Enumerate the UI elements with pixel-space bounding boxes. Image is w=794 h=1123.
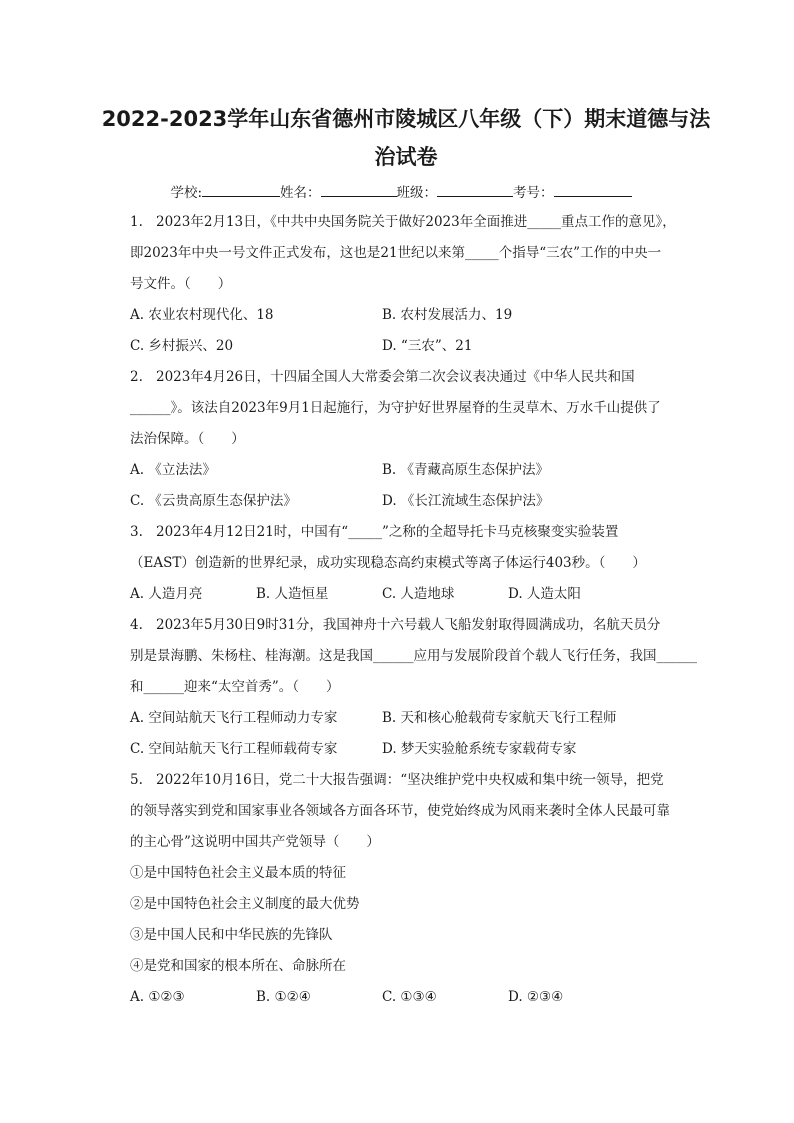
- option-a: A. ①②③: [130, 989, 185, 1005]
- question-text-line: 即2023年中央一号文件正式发布，这也是21世纪以来第_____个指导“三农”工作的中央一: [130, 245, 662, 261]
- question-text-line: 别是景海鹏、朱杨柱、桂海潮。这是我国______应用与发展阶段首个载人飞行任务，我国______: [130, 648, 697, 664]
- option-b: B. ①②④: [256, 989, 311, 1005]
- statement-4: ④是党和国家的根本所在、命脉所在: [130, 958, 346, 974]
- option-a: A. 农业农村现代化、18: [130, 307, 274, 323]
- question-5: [130, 765, 702, 1013]
- option-c: C. 人造地球: [382, 586, 455, 602]
- name-blank: [321, 182, 397, 197]
- option-d: D. 梦天实验舱系统专家载荷专家: [382, 741, 577, 757]
- option-row: [130, 486, 702, 517]
- title-line-1: 2022-2023学年山东省德州市陵城区八年级（下）期末道德与法: [101, 107, 711, 131]
- question-text-line: 2. 2023年4月26日，十四届全国人大常委会第二次会议表决通过《中华人民共和国: [130, 362, 702, 393]
- class-blank: [437, 182, 513, 197]
- class-label: 班级：: [396, 185, 438, 201]
- exam-no-label: 考号：: [513, 185, 554, 201]
- title-line-2: 治试卷: [374, 145, 438, 169]
- page-title: [100, 100, 712, 176]
- option-row: [130, 982, 702, 1013]
- question-text-line: 3. 2023年4月12日21时，中国有“_____”之称的全超导托卡马克核聚变实验装置: [130, 517, 702, 548]
- exam-no-blank: [554, 182, 632, 197]
- question-number: 5.: [130, 772, 143, 788]
- question-1: [130, 207, 702, 362]
- statement-1: ①是中国特色社会主义最本质的特征: [130, 865, 346, 881]
- option-b: B. 《青藏高原生态保护法》: [382, 462, 550, 478]
- option-d: D. 《长江流域生态保护法》: [382, 493, 550, 509]
- option-row: [130, 300, 702, 331]
- option-c: C. 空间站航天飞行工程师载荷专家: [130, 741, 338, 757]
- student-info-line: [100, 182, 702, 203]
- option-c: C. 《云贵高原生态保护法》: [130, 493, 297, 509]
- name-label: 姓名：: [280, 185, 321, 201]
- statement-2: ②是中国特色社会主义制度的最大优势: [130, 896, 360, 912]
- question-text-line: （EAST）创造新的世界纪录，成功实现稳态高约束模式等离子体运行403秒。（ ）: [130, 555, 646, 571]
- question-text-line: 号文件。（ ）: [130, 276, 232, 292]
- option-d: D. “三农”、21: [382, 338, 473, 354]
- question-text-line: 法治保障。（ ）: [130, 431, 245, 447]
- option-row: [130, 703, 702, 734]
- option-row: [130, 734, 702, 765]
- question-3: [130, 517, 702, 610]
- question-text-line: 5. 2022年10月16日，党二十大报告强调：“坚决维护党中央权威和集中统一领导，把党: [130, 765, 702, 796]
- school-label: 学校:: [170, 185, 203, 201]
- option-b: B. 天和核心舱载荷专家航天飞行工程师: [382, 710, 617, 726]
- option-a: A. 人造月亮: [130, 586, 203, 602]
- question-text-line: 1. 2023年2月13日，《中共中央国务院关于做好2023年全面推进_____重点工作的意见》，: [130, 207, 702, 238]
- question-number: 1.: [130, 214, 143, 230]
- question-text-line: 和______迎来“太空首秀”。（ ）: [130, 679, 340, 695]
- option-d: D. 人造太阳: [508, 586, 581, 602]
- option-b: B. 农村发展活力、19: [382, 307, 513, 323]
- option-c: C. ①③④: [382, 989, 437, 1005]
- question-number: 3.: [130, 524, 143, 540]
- option-row: [130, 455, 702, 486]
- question-text-line: 的领导落实到党和国家事业各领域各方面各环节，使党始终成为风雨来袭时全体人民最可靠: [130, 803, 670, 819]
- option-row: [130, 579, 702, 610]
- option-d: D. ②③④: [508, 989, 564, 1005]
- question-number: 4.: [130, 617, 143, 633]
- option-c: C. 乡村振兴、20: [130, 338, 234, 354]
- question-text-line: 4. 2023年5月30日9时31分，我国神舟十六号载人飞船发射取得圆满成功，名航天员分: [130, 610, 702, 641]
- question-number: 2.: [130, 369, 143, 385]
- question-2: [130, 362, 702, 517]
- question-text-line: 的主心骨”这说明中国共产党领导（ ）: [130, 834, 380, 850]
- school-blank: [202, 182, 280, 197]
- statement-3: ③是中国人民和中华民族的先锋队: [130, 927, 333, 943]
- option-a: A. 《立法法》: [130, 462, 216, 478]
- option-row: [130, 331, 702, 362]
- option-a: A. 空间站航天飞行工程师动力专家: [130, 710, 338, 726]
- option-b: B. 人造恒星: [256, 586, 329, 602]
- question-4: [130, 610, 702, 765]
- question-text-line: ______》。该法自2023年9月1日起施行，为守护好世界屋脊的生灵草木、万水千山提供了: [130, 400, 661, 416]
